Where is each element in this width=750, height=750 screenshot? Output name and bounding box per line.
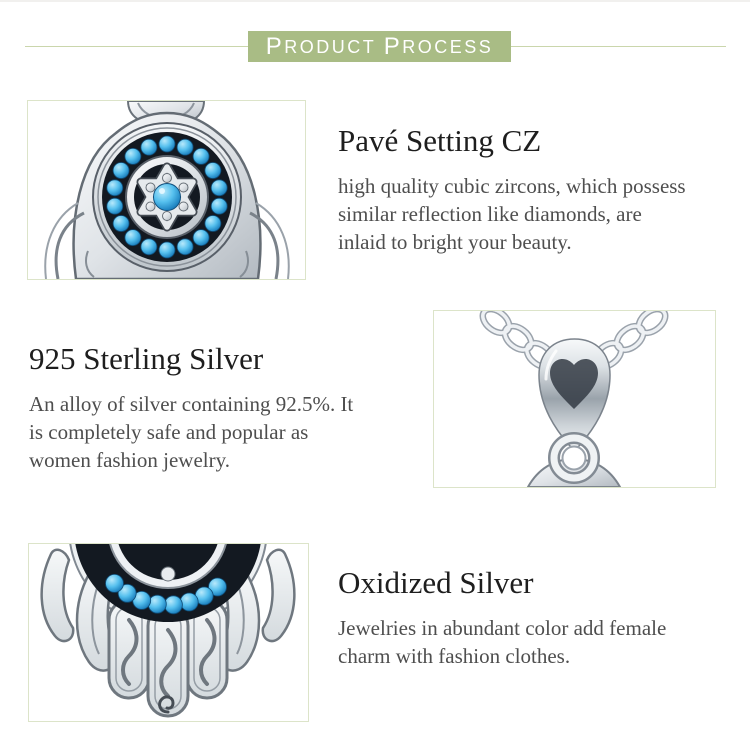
header-line-left — [25, 46, 248, 47]
section-body-pave-setting: high quality cubic zircons, which possess similar reflection like diamonds, are inlaid to bright your beauty. — [338, 174, 686, 254]
section-body-oxidized-silver: Jewelries in abundant color add female charm with fashion clothes. — [338, 616, 667, 668]
pave-setting-photo-frame — [27, 100, 306, 280]
section-title-sterling-silver: 925 Sterling Silver — [29, 341, 264, 376]
header-line-right — [511, 46, 726, 47]
product-process-badge: P RODUCT P ROCESS — [248, 31, 511, 62]
badge-text: P — [265, 32, 285, 60]
bail-photo-frame — [433, 310, 716, 488]
pave-setting-section — [338, 122, 740, 256]
oxidized-silver-section — [338, 564, 740, 670]
hamsa-top-blue-cz-halo-photo — [28, 101, 305, 279]
section-title-oxidized-silver: Oxidized Silver — [338, 565, 534, 600]
sterling-silver-section — [29, 340, 431, 474]
top-divider-line — [0, 0, 750, 2]
oxidized-silver-photo-frame — [28, 543, 309, 722]
silver-bail-chain-photo — [434, 311, 715, 487]
section-title-pave-setting: Pavé Setting CZ — [338, 123, 542, 158]
section-body-sterling-silver: An alloy of silver containing 92.5%. It is completely safe and popular as women fashion jewelry. — [29, 392, 354, 472]
hamsa-hand-filigree-photo — [29, 544, 308, 721]
